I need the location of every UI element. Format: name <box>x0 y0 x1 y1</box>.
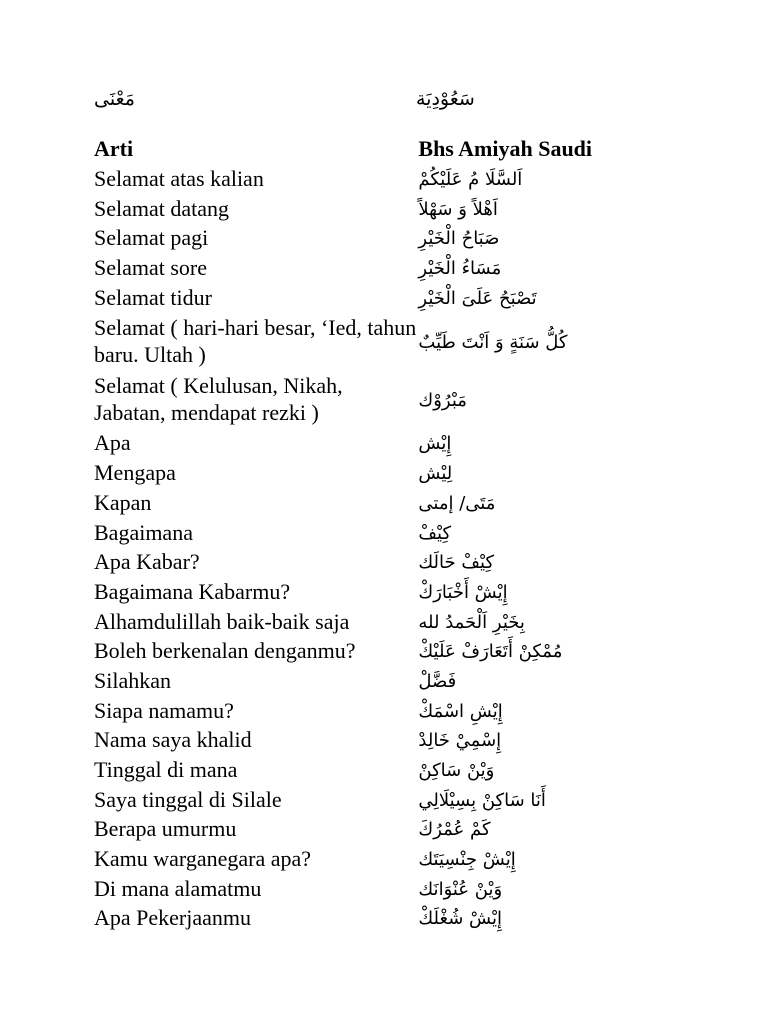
arabic-phrase: صَبَاحُ الْخَيْرِ <box>418 228 500 250</box>
arabic-phrase: أَنَا سَاكِنْ بِسِيْلَالِي <box>418 789 546 811</box>
table-row <box>94 844 634 874</box>
table-row <box>94 636 634 666</box>
arabic-cell <box>418 695 634 725</box>
indonesian-phrase: Bagaimana <box>94 519 193 545</box>
indonesian-phrase: Selamat pagi <box>94 225 209 251</box>
table-row <box>94 873 634 903</box>
header-arabic-saudi: سَعُوْدِيَة <box>416 88 475 110</box>
indonesian-phrase: Selamat ( hari-hari besar, ‘Ied, tahun baru. Ultah ) <box>94 315 417 368</box>
vocabulary-table <box>94 134 634 933</box>
arabic-cell <box>418 312 634 370</box>
arabic-phrase: مَبْرُوْك <box>418 389 467 411</box>
arabic-cell <box>418 784 634 814</box>
indonesian-phrase: Apa Kabar? <box>94 549 200 575</box>
indonesian-phrase: Silahkan <box>94 667 171 693</box>
indonesian-phrase: Selamat datang <box>94 195 230 221</box>
arabic-phrase: وَيْنْ عُنْوَانَك <box>418 878 503 900</box>
arabic-cell <box>418 164 634 194</box>
arabic-phrase: مَتَى/ إمتى <box>418 492 496 514</box>
indonesian-phrase: Mengapa <box>94 460 176 486</box>
arabic-phrase: إِيْشْ أَخْبَارَكْ <box>418 581 508 603</box>
indonesian-phrase: Apa <box>94 430 131 456</box>
arabic-phrase: كُلُّ سَنَةٍ وَ اَنْتَ طَيِّبٌ <box>418 331 568 353</box>
arabic-phrase: بِخَيْرِ اَلْحَمدُ لله <box>418 611 525 633</box>
arabic-cell <box>418 844 634 874</box>
arabic-phrase: مَسَاءُ الْخَيْرِ <box>418 258 502 280</box>
arabic-cell <box>418 428 634 458</box>
table-row <box>94 695 634 725</box>
table-row <box>94 606 634 636</box>
arabic-phrase: كَمْ عُمْرُكَ <box>418 819 491 841</box>
column-header-amiyah: Bhs Amiyah Saudi <box>418 136 593 162</box>
arabic-cell <box>418 488 634 518</box>
indonesian-phrase: Selamat atas kalian <box>94 166 264 192</box>
table-row <box>94 193 634 223</box>
table-row <box>94 577 634 607</box>
arabic-phrase: تَصْبَحُ عَلَىَ الْخَيْرِ <box>418 287 537 309</box>
table-row <box>94 282 634 312</box>
arabic-cell <box>418 253 634 283</box>
arabic-phrase: إِسْمِيْ خَالِدْ <box>418 730 502 752</box>
arabic-cell <box>418 547 634 577</box>
arabic-cell <box>418 666 634 696</box>
header-arabic-meaning: مَعْنَى <box>94 88 135 110</box>
column-header-arti: Arti <box>94 136 134 162</box>
arabic-phrase: لِيْش <box>418 463 453 485</box>
arabic-cell <box>418 903 634 933</box>
table-row <box>94 370 634 428</box>
indonesian-phrase: Boleh berkenalan denganmu? <box>94 638 356 664</box>
arabic-cell <box>418 755 634 785</box>
arabic-cell <box>418 636 634 666</box>
indonesian-phrase: Apa Pekerjaanmu <box>94 905 251 931</box>
indonesian-phrase: Kamu warganegara apa? <box>94 846 312 872</box>
indonesian-phrase: Berapa umurmu <box>94 816 237 842</box>
column-header-row <box>94 134 634 164</box>
arabic-cell <box>418 606 634 636</box>
arabic-phrase: إِيْش <box>418 433 452 455</box>
arabic-cell <box>418 873 634 903</box>
indonesian-phrase: Di mana alamatmu <box>94 875 262 901</box>
table-row <box>94 312 634 370</box>
indonesian-phrase: Bagaimana Kabarmu? <box>94 578 291 604</box>
indonesian-phrase: Kapan <box>94 489 152 515</box>
indonesian-phrase: Siapa namamu? <box>94 697 234 723</box>
arabic-phrase: وَيْنْ سَاكِنْ <box>418 760 495 782</box>
table-row <box>94 547 634 577</box>
table-row <box>94 903 634 933</box>
table-row <box>94 458 634 488</box>
indonesian-phrase: Selamat tidur <box>94 284 212 310</box>
arabic-phrase: اَهْلاً وَ سَهْلاً <box>418 198 498 220</box>
arabic-phrase: اَلسَّلَا مُ عَلَيْكُمْ <box>418 169 523 191</box>
arabic-phrase: كِيْفْ <box>418 522 452 544</box>
arabic-cell <box>418 814 634 844</box>
table-row <box>94 428 634 458</box>
arabic-cell <box>418 223 634 253</box>
arabic-cell <box>418 577 634 607</box>
arabic-phrase: إِيْشْ شُغْلَكْ <box>418 908 502 930</box>
arabic-phrase: إِيْشِ اسْمَكْ <box>418 700 503 722</box>
arabic-cell <box>418 725 634 755</box>
indonesian-phrase: Alhamdulillah baik-baik saja <box>94 608 350 634</box>
indonesian-phrase: Nama saya khalid <box>94 727 252 753</box>
indonesian-phrase: Selamat sore <box>94 255 208 281</box>
table-row <box>94 488 634 518</box>
indonesian-phrase: Tinggal di mana <box>94 757 238 783</box>
arabic-phrase: كِيْفْ حَالَك <box>418 552 495 574</box>
table-row <box>94 253 634 283</box>
arabic-cell <box>418 458 634 488</box>
table-row <box>94 666 634 696</box>
arabic-cell <box>418 517 634 547</box>
table-row <box>94 164 634 194</box>
table-row <box>94 725 634 755</box>
arabic-phrase: فَضَّلْ <box>418 670 457 692</box>
arabic-cell <box>418 370 634 428</box>
arabic-phrase: إِيْشْ جِنْسِيَتَك <box>418 849 516 871</box>
arabic-phrase: مُمْكِنْ أَتَعَارَفْ عَلَيْكْ <box>418 641 563 663</box>
table-row <box>94 814 634 844</box>
indonesian-phrase: Selamat ( Kelulusan, Nikah, Jabatan, mendapat rezki ) <box>94 373 343 426</box>
table-row <box>94 223 634 253</box>
table-row <box>94 755 634 785</box>
arabic-header-row <box>0 84 768 120</box>
arabic-cell <box>418 193 634 223</box>
arabic-cell <box>418 282 634 312</box>
table-row <box>94 517 634 547</box>
indonesian-phrase: Saya tinggal di Silale <box>94 786 282 812</box>
table-row <box>94 784 634 814</box>
